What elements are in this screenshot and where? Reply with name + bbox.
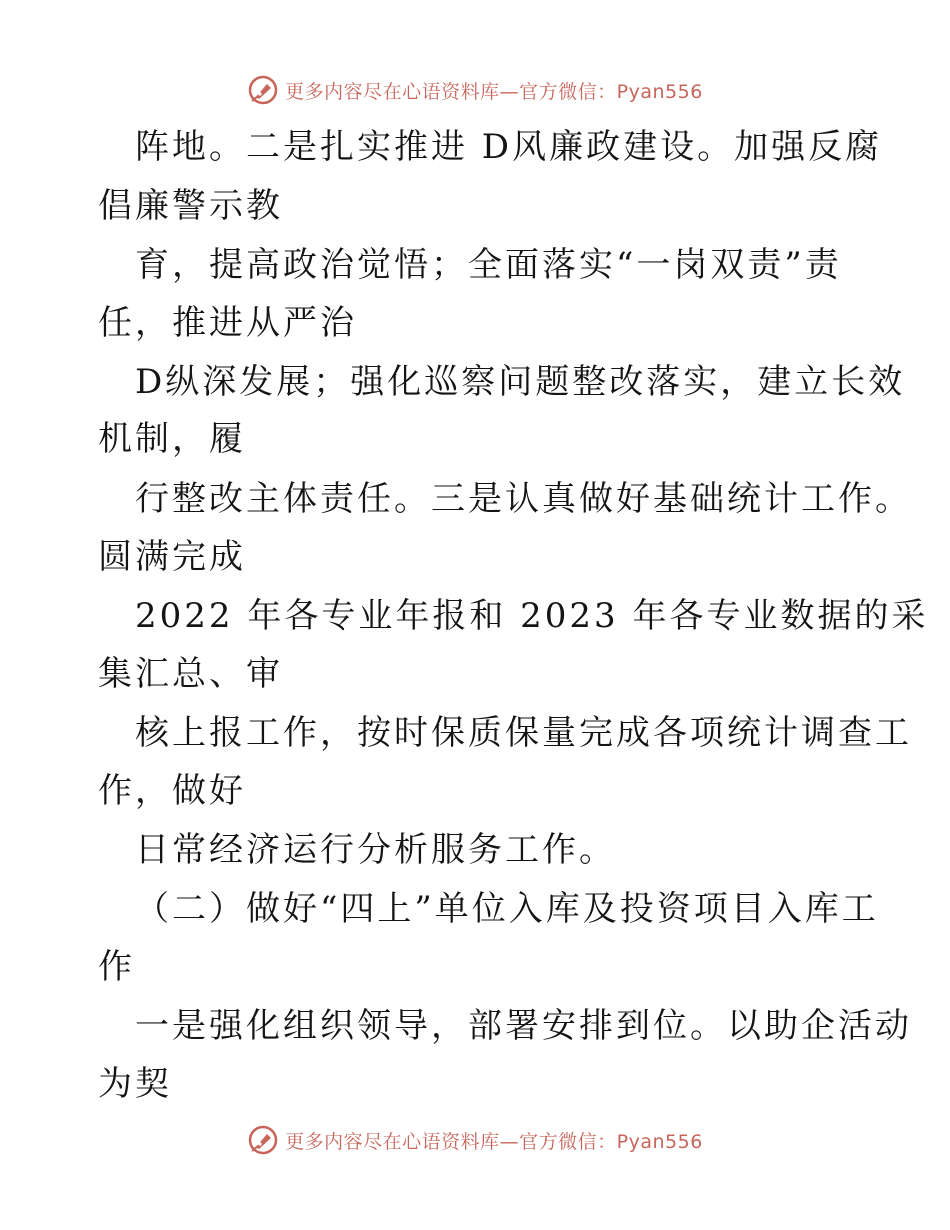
body-line: 育，提高政治觉悟；全面落实“一岗双责”责 [135, 245, 842, 285]
body-line: 行整改主体责任。三是认真做好基础统计工作。 [135, 479, 912, 519]
body-line: 集汇总、审 [98, 654, 283, 694]
body-line: 为契 [98, 1064, 172, 1104]
body-line: 2022 年各专业年报和 2023 年各专业数据的采 [135, 596, 929, 636]
body-line: （二）做好“四上”单位入库及投资项目入库工 [135, 889, 879, 929]
watermark-footer [0, 1120, 950, 1160]
watermark-text: 更多内容尽在心语资料库—官方微信：Pyan556 [285, 1130, 703, 1153]
body-line: 作 [98, 947, 135, 987]
body-line: 机制，履 [98, 419, 246, 459]
body-line: D纵深发展；强化巡察问题整改落实，建立长效 [135, 362, 906, 402]
body-line: 任，推进从严治 [98, 303, 357, 343]
body-line: 日常经济运行分析服务工作。 [135, 830, 616, 870]
body-line: 阵地。二是扎实推进 D风廉政建设。加强反腐 [135, 127, 883, 167]
pen-nib-logo-icon [247, 1124, 279, 1156]
watermark-text: 更多内容尽在心语资料库—官方微信：Pyan556 [285, 80, 703, 103]
body-line: 圆满完成 [98, 537, 246, 577]
body-line: 核上报工作，按时保质保量完成各项统计调查工 [135, 713, 912, 753]
body-line: 倡廉警示教 [98, 186, 283, 226]
body-line: 一是强化组织领导，部署安排到位。以助企活动 [135, 1006, 912, 1046]
body-line: 作，做好 [98, 771, 246, 811]
